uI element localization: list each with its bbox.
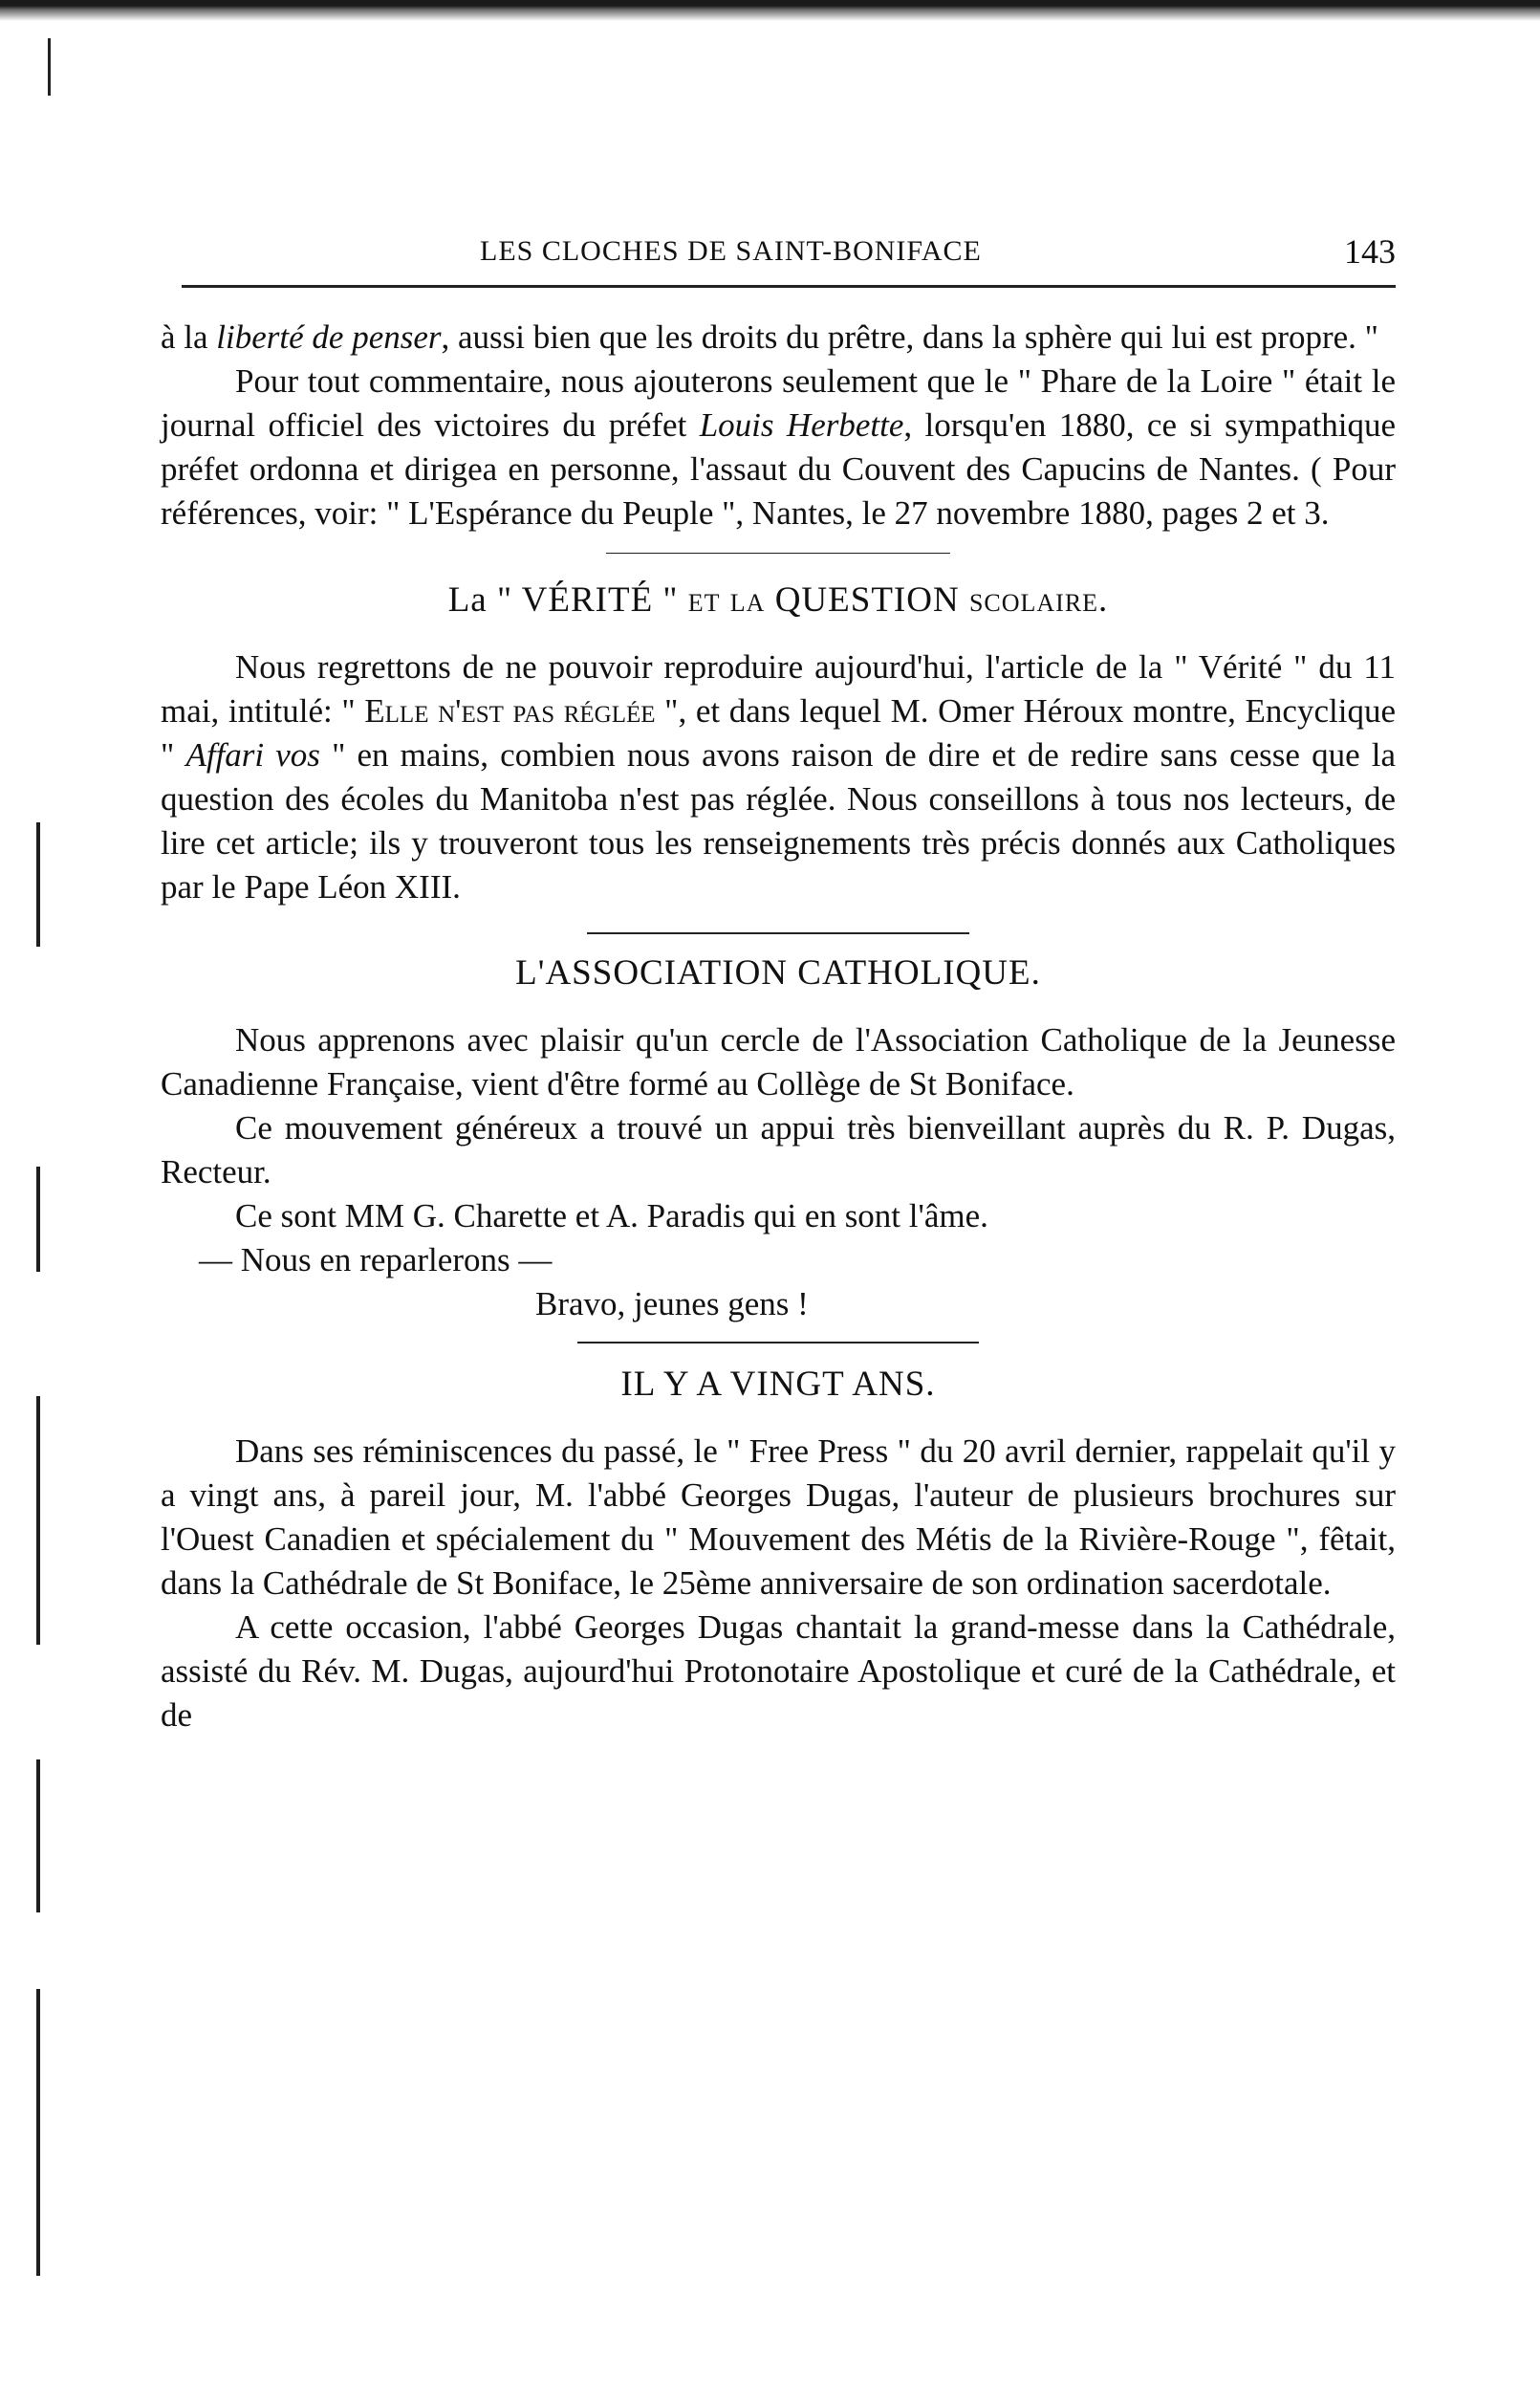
heading-run: et la: [687, 580, 766, 620]
text-run: Nous regrettons de ne pouvoir reproduire aujourd'hui, l'article de la " Vérité " du 11 mai, intitulé: ": [161, 648, 1396, 730]
association-note: — Nous en reparlerons —: [199, 1241, 553, 1278]
header-rule: [182, 285, 1396, 288]
italic-run: Louis Herbette: [699, 406, 904, 444]
section-heading-vingt-ans: IL Y A VINGT ANS.: [620, 1365, 936, 1404]
text-run: " en mains, combien nous avons raison de dire et de redire sans cesse que la question des écoles du Manitoba n'est pas réglée. Nous conseillons à tous nos lecteurs, de lire cet article; ils y trouveront tous les renseignements très précis donnés aux Catholiques par le Pape Léon XIII.: [161, 736, 1397, 906]
scan-margin-line: [36, 1396, 40, 1645]
text-run: ", et dans lequel M. Omer Héroux montre, Encyclique ": [161, 692, 1396, 774]
verite-paragraph: [161, 645, 1396, 909]
heading-run: La " VÉRITÉ ": [447, 580, 688, 620]
association-paragraph: Ce sont MM G. Charette et A. Paradis qui en sont l'âme.: [235, 1197, 988, 1234]
text-run: , lorsqu'en 1880, ce si sympathique préfet ordonna et dirigea en personne, l'assaut du Couvent des Capucins de Nantes. ( Pour références, voir: " L'Espérance du Peuple ", Nantes, le 27 novembre 1880, pages 2 et 3.: [161, 406, 1396, 532]
smallcaps-run: Elle n'est pas réglée: [364, 692, 656, 730]
scan-margin-line: [36, 1989, 40, 2276]
association-paragraph: Ce mouvement généreux a trouvé un appui très bienveillant auprès du R. P. Dugas, Recteur.: [161, 1109, 1396, 1191]
section-separator: [606, 553, 950, 554]
section-separator: [577, 1342, 979, 1343]
running-title: LES CLOCHES DE SAINT-BONIFACE: [480, 235, 982, 267]
heading-run: QUESTION: [765, 580, 969, 620]
text-run: Pour tout commentaire, nous ajouterons seulement que le " Phare de la Loire " était le journal officiel des victoires du préfet: [161, 362, 1396, 444]
section-heading-verite: [161, 579, 1396, 623]
page-body: [161, 316, 1396, 1737]
association-paragraph: Nous apprenons avec plaisir qu'un cercle de l'Association Catholique de la Jeunesse Canadienne Française, vient d'être formé au Collège de St Boniface.: [161, 1021, 1396, 1103]
scan-margin-line: [36, 822, 40, 947]
commentary-paragraph: [161, 360, 1396, 535]
section-separator: [587, 932, 969, 934]
opening-paragraph: [161, 316, 1396, 360]
section-heading-association: L'ASSOCIATION CATHOLIQUE.: [515, 953, 1041, 993]
text-run: , aussi bien que les droits du prêtre, dans la sphère qui lui est propre. ": [441, 318, 1378, 356]
text-run: à la: [161, 318, 217, 356]
scan-margin-mark: [48, 38, 51, 96]
vingt-ans-paragraph: Dans ses réminiscences du passé, le " Free Press " du 20 avril dernier, rappelait qu'il y a vingt ans, à pareil jour, M. l'abbé Georges Dugas, l'auteur de plusieurs brochures sur l'Ouest Canadien et spécialement du " Mouvement des Métis de la Rivière-Rouge ", fêtait, dans la Cathédrale de St Boniface, le 25ème anniversaire de son ordination sacerdotale.: [161, 1432, 1396, 1602]
italic-run: Affari vos: [185, 736, 320, 774]
italic-run: liberté de penser: [216, 318, 442, 356]
vingt-ans-paragraph: A cette occasion, l'abbé Georges Dugas chantait la grand-messe dans la Cathédrale, assisté du Rév. M. Dugas, aujourd'hui Protonotaire Apostolique et curé de la Cathédrale, et de: [161, 1608, 1396, 1734]
scan-top-edge: [0, 0, 1540, 21]
scan-margin-line: [36, 1167, 40, 1272]
heading-run: scolaire.: [968, 580, 1109, 620]
page-number: 143: [1344, 232, 1396, 271]
scan-margin-line: [36, 1759, 40, 1912]
page-header: [182, 226, 1396, 283]
association-closing: Bravo, jeunes gens !: [535, 1285, 809, 1322]
